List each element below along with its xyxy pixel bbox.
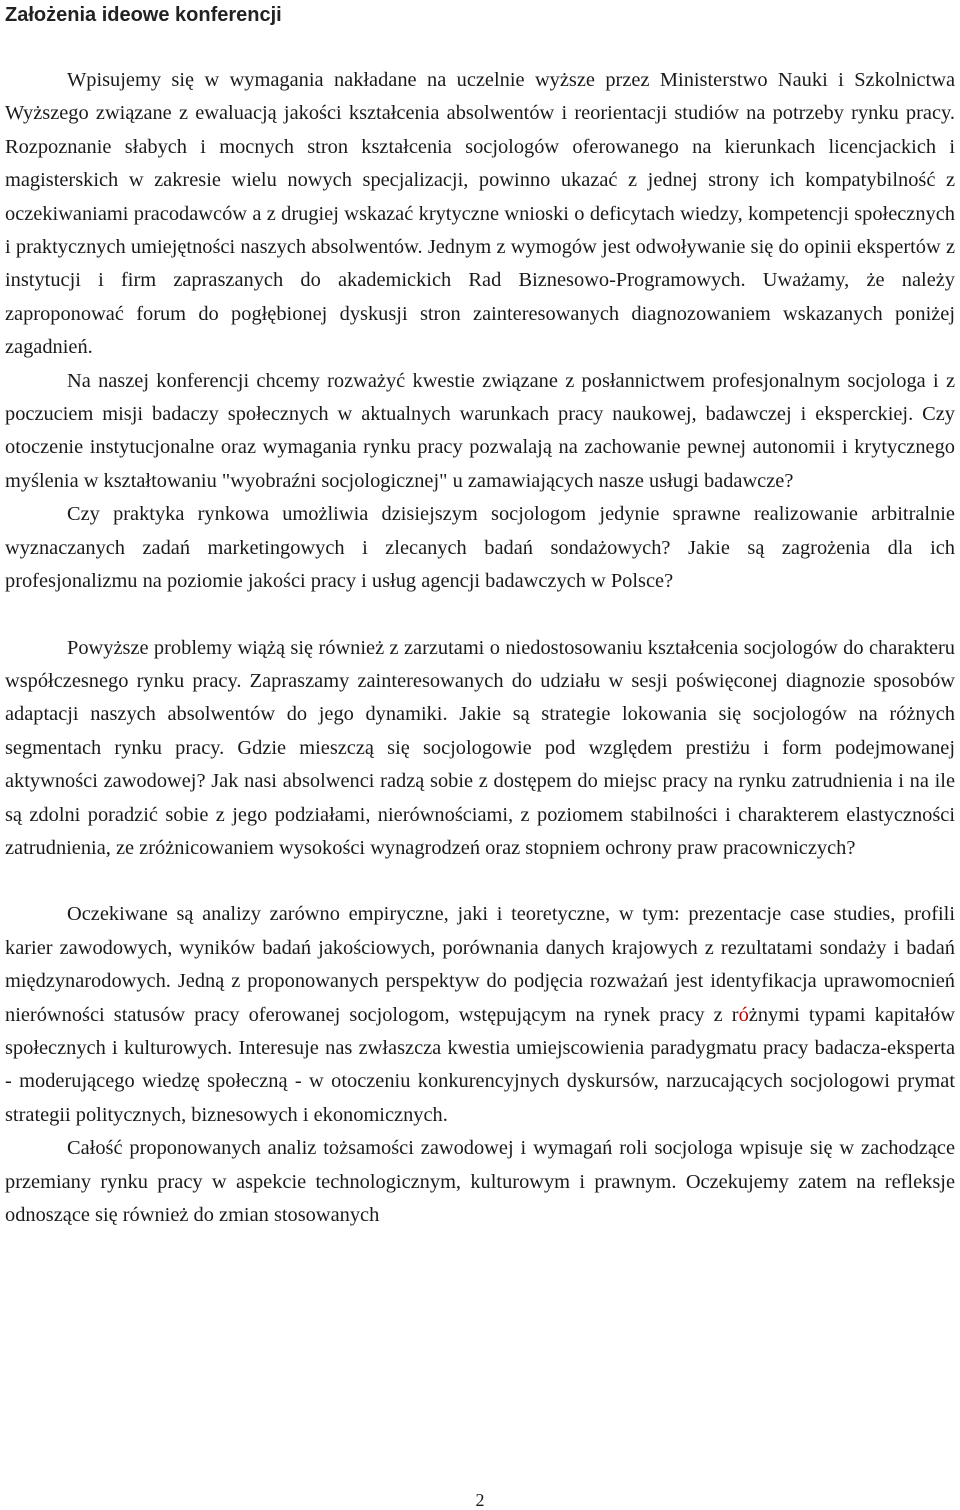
paragraph-2: Na naszej konferencji chcemy rozważyć kwestie związane z posłannictwem profesjonalnym socjologa i z poczuciem misji badaczy społecznych w aktualnych warunkach pracy naukowej, badawczej i eksperckiej. Czy otoczenie instytucjonalne oraz wymagania rynku pracy pozwalają na zachowanie pewnej autonomii i krytycznego myślenia w kształtowaniu "wyobraźni socjologicznej" u zamawiających nasze usługi badawcze? bbox=[5, 369, 955, 492]
paragraph-4: Powyższe problemy wiążą się również z zarzutami o niedostosowaniu kształcenia socjologów do charakteru współczesnego rynku pracy. Zapraszamy zainteresowanych do udziału w sesji poświęconej diagnozie sposobów adaptacji naszych absolwentów do jego dynamiki. Jakie są strategie lokowania się socjologów na różnych segmentach rynku pracy. Gdzie mieszczą się socjologowie pod względem prestiżu i form podejmowanej aktywności zawodowej? Jak nasi absolwenci radzą sobie z dostępem do miejsc pracy na rynku zatrudnienia i na ile są zdolni poradzić sobie z jego podziałami, nierównościami, z poziomem stabilności i charakterem elastyczności zatrudnienia, ze zróżnicowaniem wysokości wynagrodzeń oraz stopniem ochrony praw pracowniczych? bbox=[5, 636, 955, 859]
paragraph-3: Czy praktyka rynkowa umożliwia dzisiejszym socjologom jedynie sprawne realizowanie arbitralnie wyznaczanych zadań marketingowych i zlecanych badań sondażowych? Jakie są zagrożenia dla ich profesjonalizmu na poziomie jakości pracy i usług agencji badawczych w Polsce? bbox=[5, 503, 955, 593]
paragraph-6: Całość proponowanych analiz tożsamości zawodowej i wymagań roli socjologa wpisuje się w zachodzące przemiany rynku pracy w aspekcie technologicznym, kulturowym i prawnym. Oczekujemy zatem na refleksje odnoszące się również do zmian stosowanych bbox=[5, 1137, 955, 1226]
document-title: Założenia ideowe konferencji bbox=[5, 4, 282, 26]
highlighted-character: ó bbox=[738, 1003, 749, 1026]
paragraph-5-text-a: Oczekiwane są analizy zarówno empiryczne, jaki i teoretyczne, w tym: prezentacje case studies, profili karier zawodowych, wyników badań jakościowych, porównania danych krajowych z rezultatami sondaży i badań międzynarodowych. Jedną z proponowanych perspektyw do podjęcia rozważań jest identyfikacja uprawomocnień nierówności statusów pracy oferowanej socjologom, wstępującym na rynek pracy z r bbox=[5, 903, 955, 1026]
paragraph-5-text-b: żnymi typami kapitałów społecznych i kulturowych. Interesuje nas zwłaszcza kwestia umiejscowienia paradygmatu pracy badacza-eksperta - moderującego wiedzę społeczną - w otoczeniu konkurencyjnych dyskursów, narzucających socjologowi prymat strategii politycznych, biznesowych i ekonomicznych. bbox=[5, 1003, 955, 1126]
paragraph-1: Wpisujemy się w wymagania nakładane na uczelnie wyższe przez Ministerstwo Nauki i Szkolnictwa Wyższego związane z ewaluacją jakości kształcenia absolwentów i reorientacji studiów na potrzeby rynku pracy. Rozpoznanie słabych i mocnych stron kształcenia socjologów oferowanego na kierunkach licencjackich i magisterskich w zakresie wielu nowych specjalizacji, powinno ukazać z jednej strony ich kompatybilność z oczekiwaniami pracodawców a z drugiej wskazać krytyczne wnioski o deficytach wiedzy, kompetencji społecznych i praktycznych umiejętności naszych absolwentów. Jednym z wymogów jest odwoływanie się do opinii ekspertów z instytucji i firm zapraszanych do akademickich Rad Biznesowo-Programowych. Uważamy, że należy zaproponować forum do pogłębionej dyskusji stron zainteresowanych diagnozowaniem wskazanych poniżej zagadnień. bbox=[5, 69, 955, 359]
paragraph-5 bbox=[5, 898, 955, 1132]
page-number: 2 bbox=[475, 1490, 485, 1510]
